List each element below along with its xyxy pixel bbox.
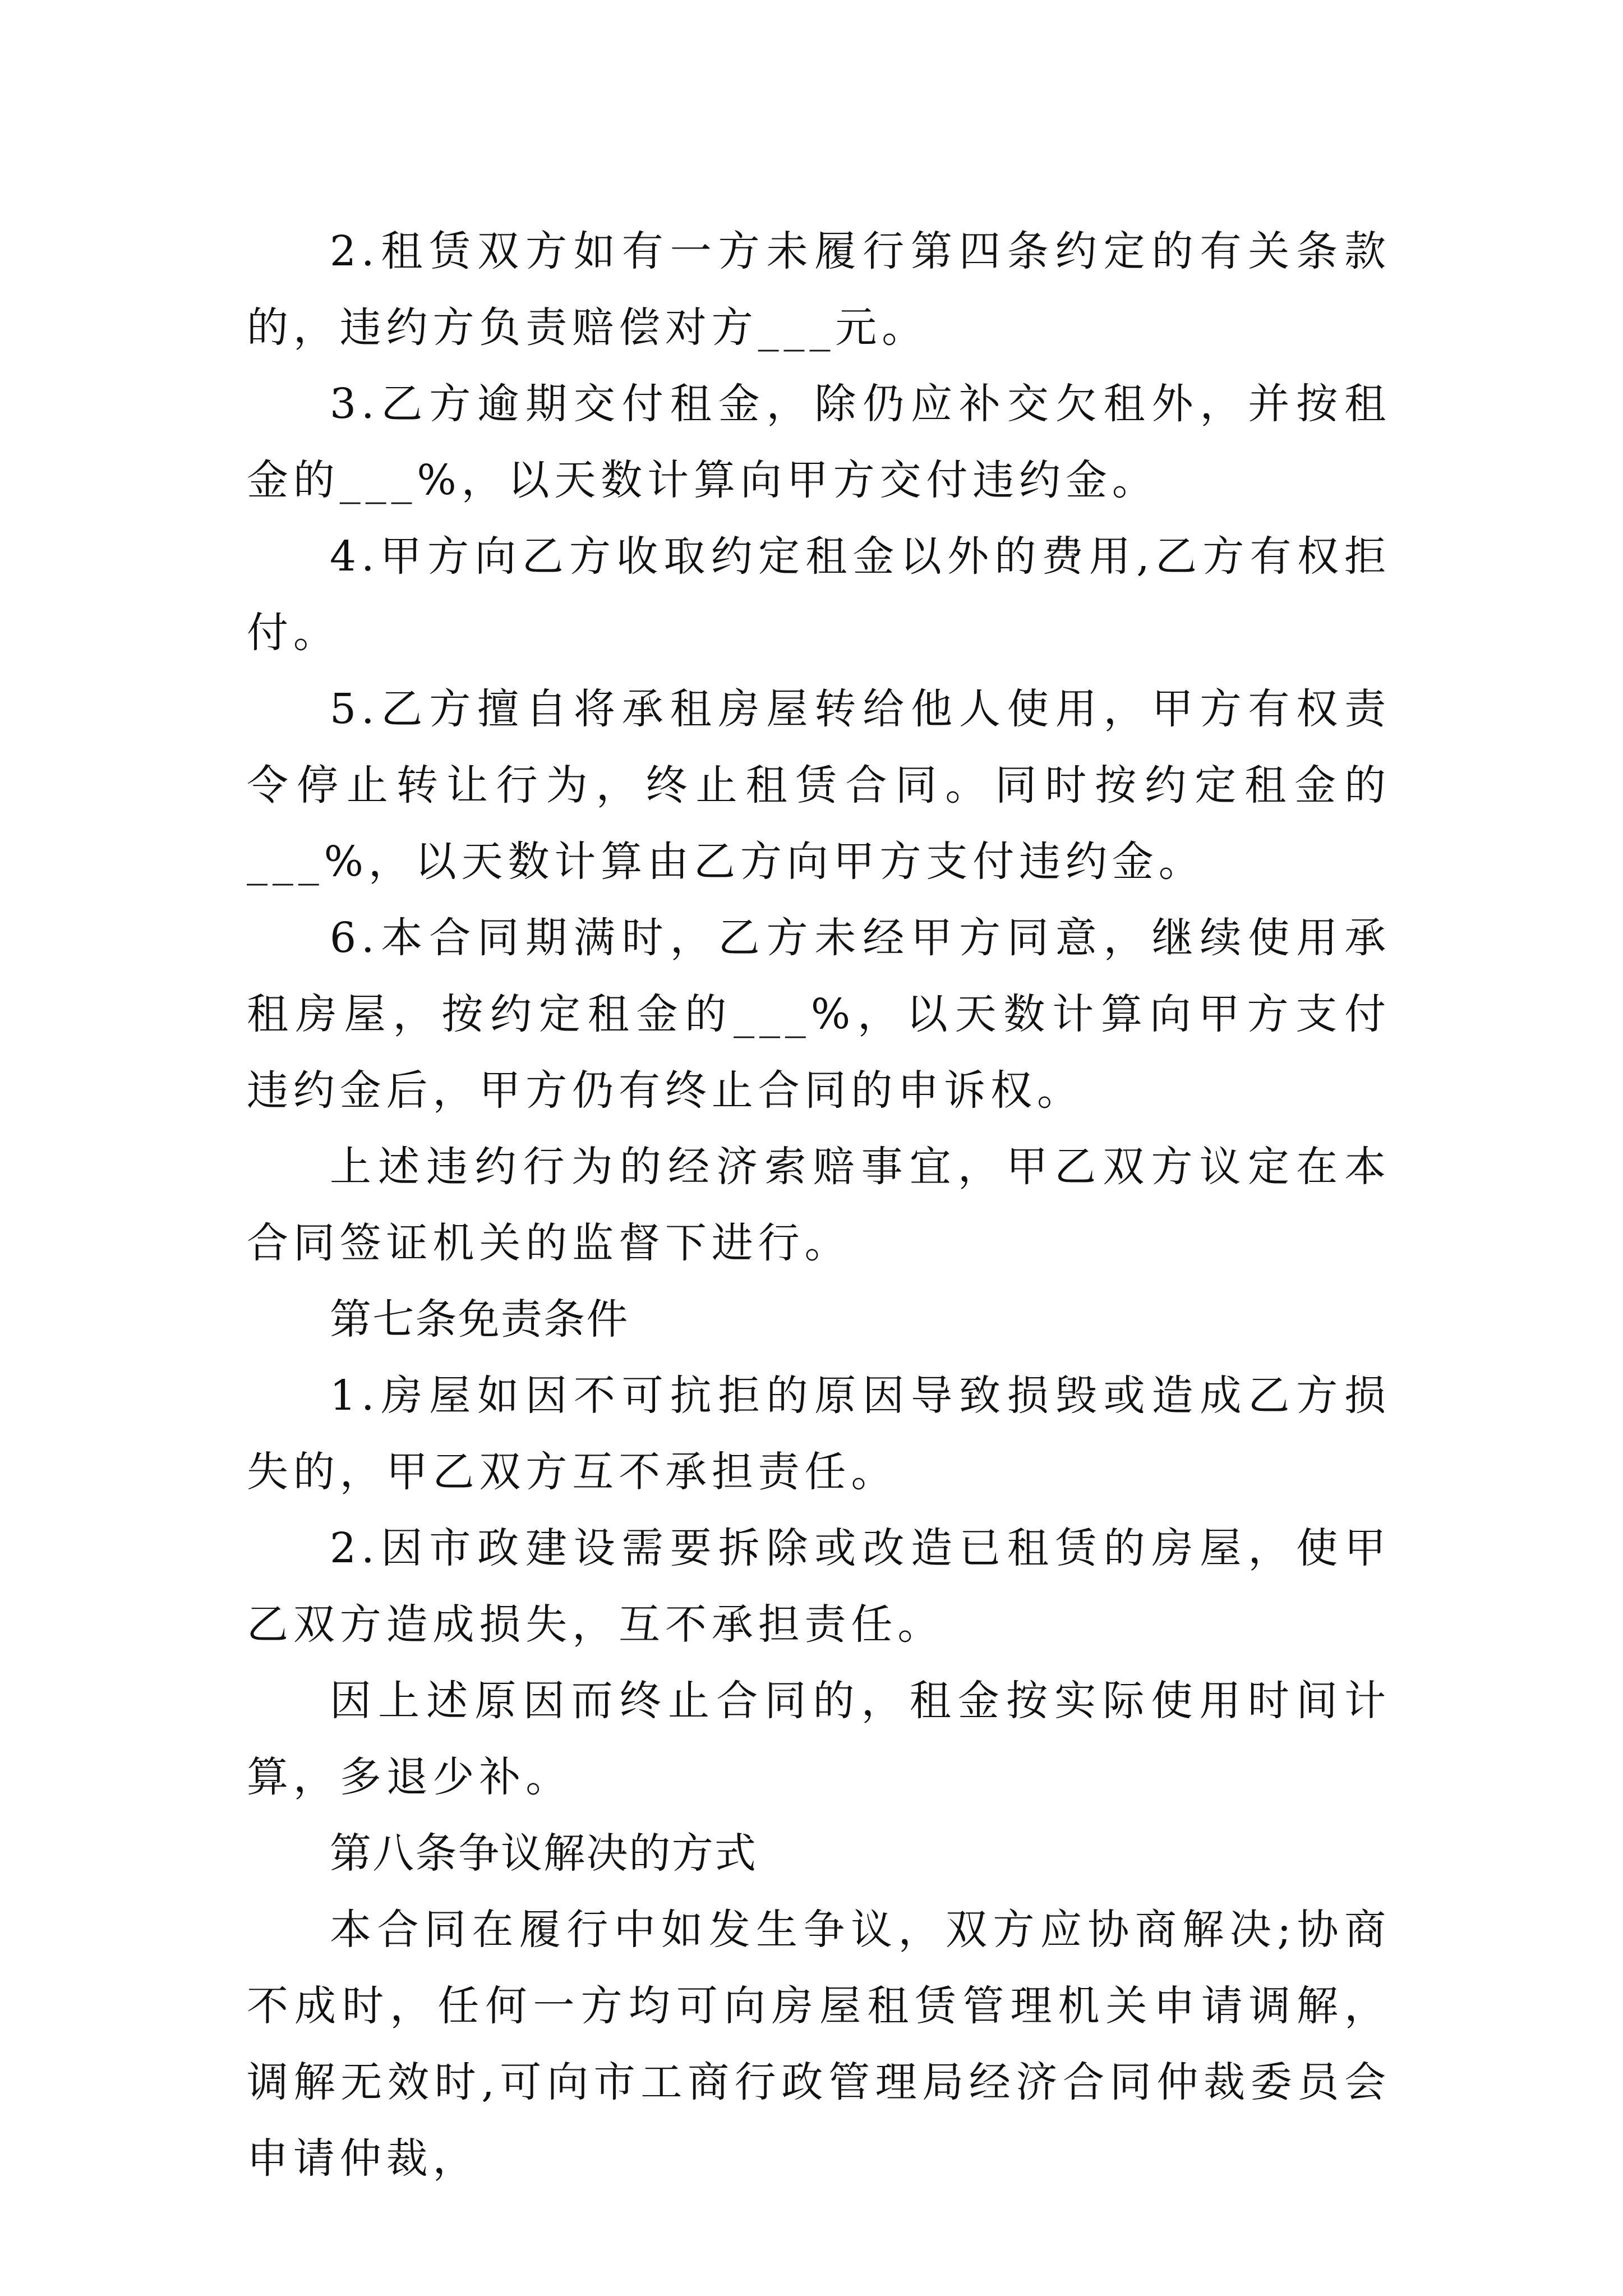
clause-7-item-1: 1.房屋如因不可抗拒的原因导致损毁或造成乙方损失的，甲乙双方互不承担责任。 (247, 1372, 1391, 1496)
clause-6-item-6: 6.本合同期满时，乙方未经甲方同意，继续使用承租房屋，按约定租金的___%，以天数计算向甲方支付违约金后，甲方仍有终止合同的申诉权。 (247, 914, 1391, 1115)
clause-6-item-5: 5.乙方擅自将承租房屋转给他人使用，甲方有权责令停止转让行为，终止租赁合同。同时按约定租金的___%，以天数计算由乙方向甲方支付违约金。 (247, 685, 1391, 886)
clause-6-item-4: 4.甲方向乙方收取约定租金以外的费用,乙方有权拒付。 (247, 532, 1391, 657)
clause-6-item-2: 2.租赁双方如有一方未履行第四条约定的有关条款的，违约方负责赔偿对方___元。 (247, 227, 1391, 352)
clause-7-summary: 因上述原因而终止合同的，租金按实际使用时间计算，多退少补。 (247, 1677, 1391, 1801)
clause-8-heading: 第八条争议解决的方式 (330, 1829, 758, 1878)
clause-6-item-3: 3.乙方逾期交付租金，除仍应补交欠租外，并按租金的___%，以天数计算向甲方交付违约金。 (247, 380, 1391, 504)
clause-7-item-2: 2.因市政建设需要拆除或改造已租赁的房屋，使甲乙双方造成损失，互不承担责任。 (247, 1524, 1391, 1649)
document-body (247, 213, 1391, 2197)
clause-6-summary: 上述违约行为的经济索赔事宜，甲乙双方议定在本合同签证机关的监督下进行。 (247, 1143, 1391, 1267)
clause-8-body: 本合同在履行中如发生争议，双方应协商解决;协商不成时，任何一方均可向房屋租赁管理机关申请调解，调解无效时,可向市工商行政管理局经济合同仲裁委员会申请仲裁， (247, 1906, 1391, 2183)
clause-7-heading: 第七条免责条件 (330, 1295, 629, 1343)
